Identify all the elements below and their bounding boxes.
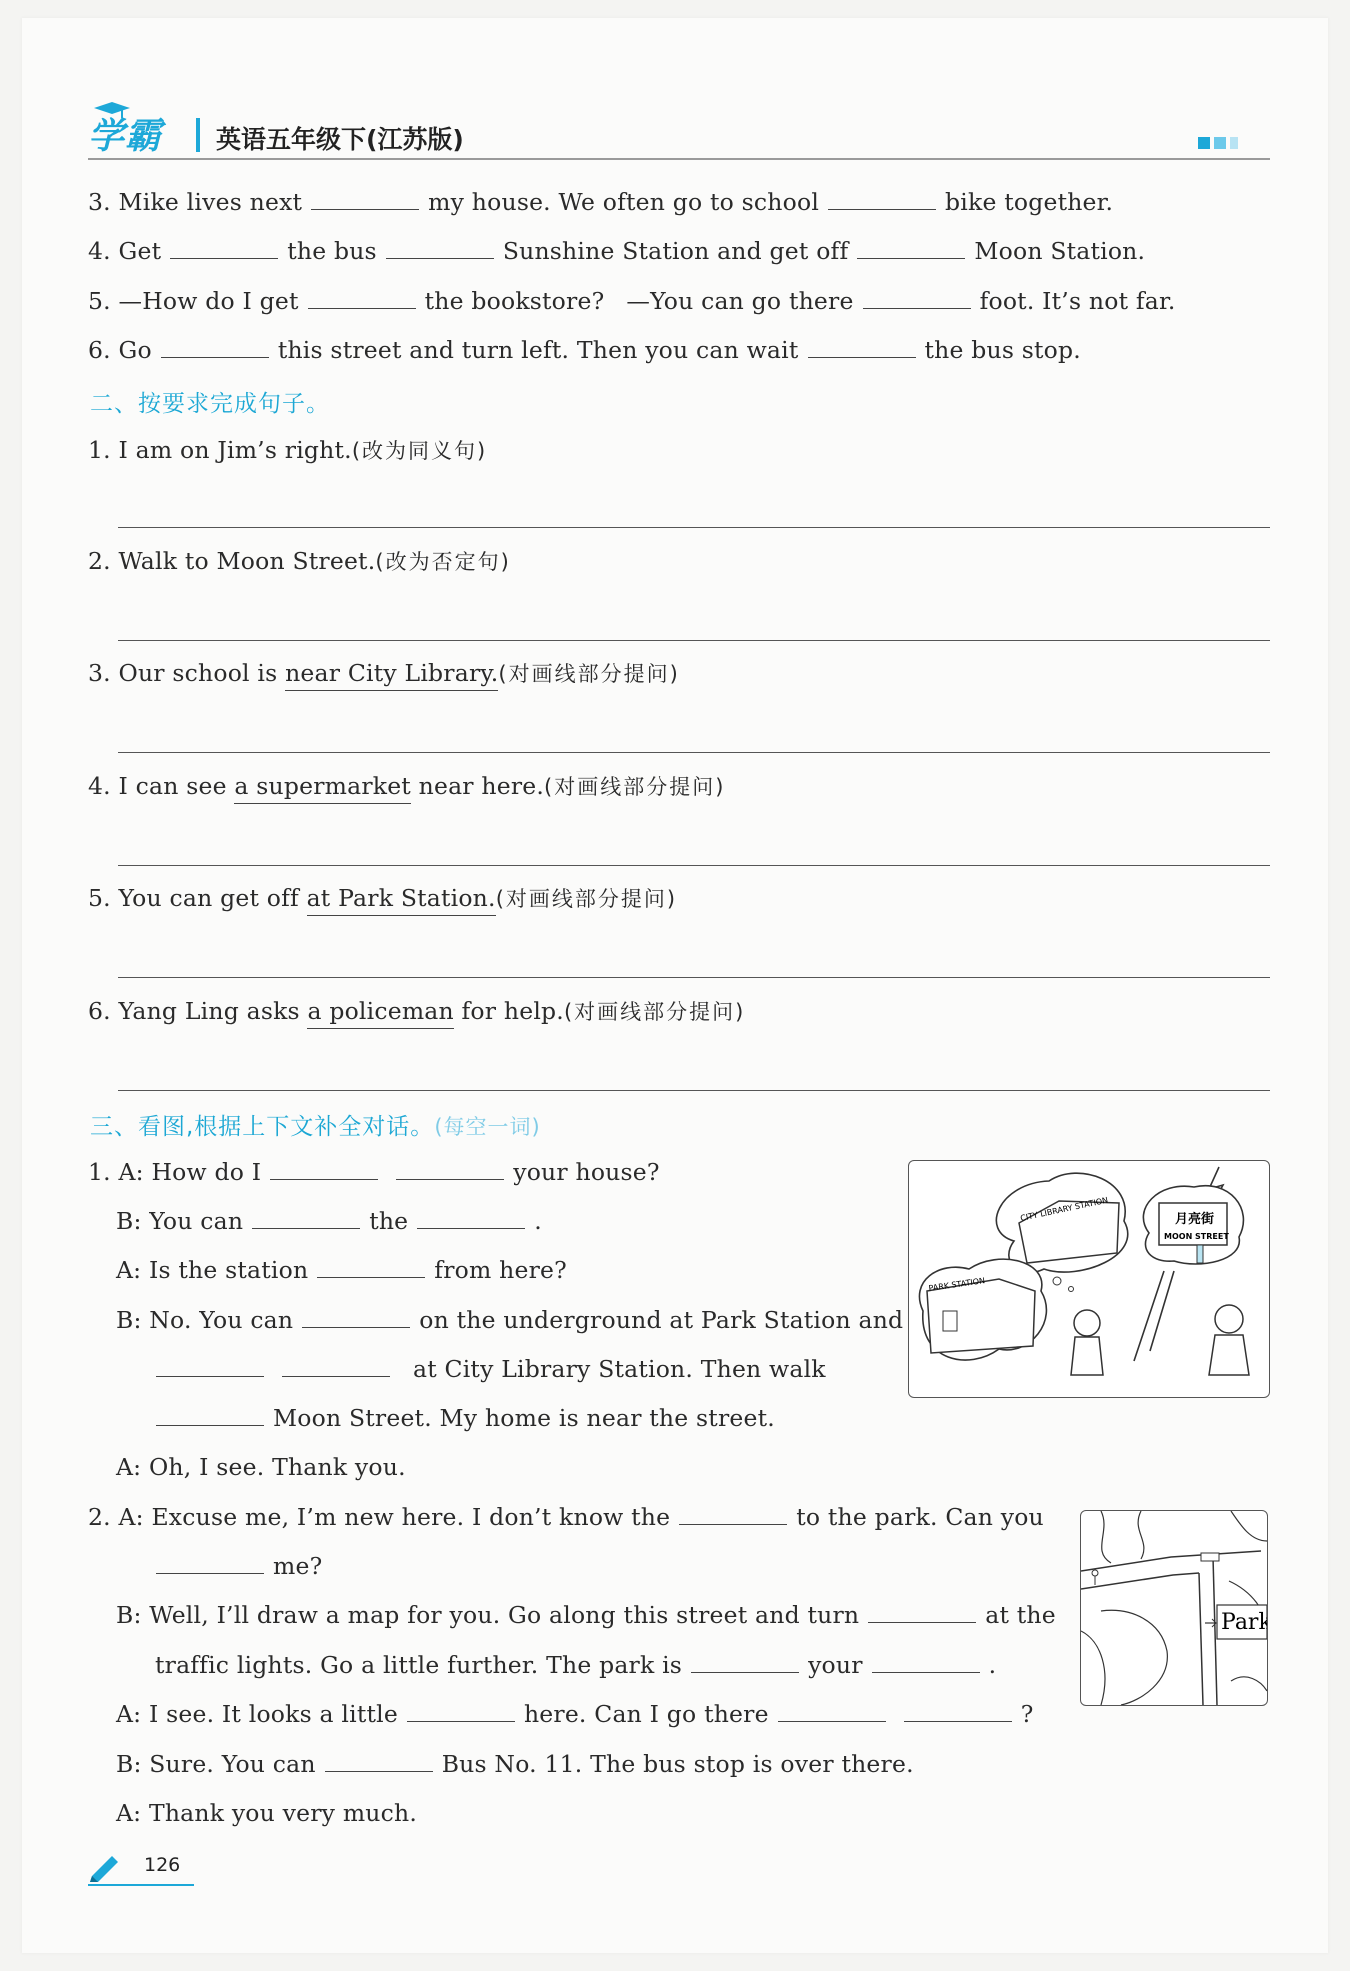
exercise-line: 4. Get the bus Sunshine Station and get off Moon Station. — [88, 237, 1146, 265]
dialogue-line: B: Sure. You can Bus No. 11. The bus stop is over there. — [116, 1750, 914, 1778]
answer-blank[interactable] — [407, 1720, 515, 1722]
exercise-line: 6. Go this street and turn left. Then you can wait the bus stop. — [88, 336, 1081, 364]
dialogue-illustration — [908, 1160, 1270, 1398]
book-title: 英语五年级下(江苏版) — [216, 125, 464, 154]
dialogue-line: A: Oh, I see. Thank you. — [116, 1453, 406, 1481]
exercise-line: 2. Walk to Moon Street.(改为否定句) — [88, 547, 511, 575]
page-header — [88, 108, 1270, 160]
page-number-underline — [88, 1884, 194, 1886]
dialogue-line: 1. A: How do I your house? — [88, 1158, 660, 1186]
exercise-line: 6. Yang Ling asks a policeman for help.(对画线部分提问) — [88, 996, 745, 1026]
exercise-line: 3. Mike lives next my house. We often go to school bike together. — [88, 188, 1114, 216]
answer-blank[interactable] — [302, 1326, 410, 1328]
dialogue-line: Moon Street. My home is near the street. — [148, 1404, 775, 1432]
answer-blank[interactable] — [808, 356, 916, 358]
section-title: 三、看图,根据上下文补全对话。(每空一词) — [90, 1114, 541, 1140]
answer-blank[interactable] — [156, 1375, 264, 1377]
exercise-line: 1. I am on Jim’s right.(改为同义句) — [88, 436, 488, 464]
answer-blank[interactable] — [161, 356, 269, 358]
underlined-part: near City Library. — [285, 659, 498, 691]
moon-street-sign-en: MOON STREET — [1164, 1232, 1229, 1241]
answer-blank[interactable] — [270, 1178, 378, 1180]
answer-line[interactable] — [118, 752, 1270, 753]
station-scene-drawing — [909, 1161, 1269, 1397]
moon-street-sign-cn: 月亮街 — [1175, 1212, 1215, 1227]
park-label: Park — [1221, 1610, 1267, 1635]
answer-line[interactable] — [118, 977, 1270, 978]
answer-blank[interactable] — [156, 1424, 264, 1426]
dialogue-line: B: Well, I’ll draw a map for you. Go along this street and turn at the — [116, 1601, 1056, 1629]
park-map — [1080, 1510, 1268, 1706]
page-number: 126 — [144, 1854, 181, 1876]
dialogue-line: B: No. You can on the underground at Park Station and — [116, 1306, 904, 1334]
dialogue-line: 2. A: Excuse me, I’m new here. I don’t know the to the park. Can you — [88, 1503, 1044, 1531]
answer-blank[interactable] — [778, 1720, 886, 1722]
answer-blank[interactable] — [863, 307, 971, 309]
answer-blank[interactable] — [317, 1276, 425, 1278]
answer-blank[interactable] — [872, 1671, 980, 1673]
exercise-line: 5. —How do I get the bookstore? —You can go there foot. It’s not far. — [88, 287, 1176, 315]
answer-blank[interactable] — [691, 1671, 799, 1673]
header-rule — [88, 158, 1270, 160]
exercise-line: 3. Our school is near City Library.(对画线部分提问) — [88, 658, 680, 688]
page-footer — [88, 1852, 196, 1886]
underlined-part: at Park Station. — [307, 884, 496, 916]
dialogue-line: A: Is the station from here? — [116, 1256, 567, 1284]
answer-blank[interactable] — [396, 1178, 504, 1180]
exercise-line: 5. You can get off at Park Station.(对画线部分提问) — [88, 883, 677, 913]
exercise-line: 4. I can see a supermarket near here.(对画线部分提问) — [88, 771, 725, 801]
answer-blank[interactable] — [308, 307, 416, 309]
underlined-part: a supermarket — [234, 772, 411, 804]
dialogue-line: A: I see. It looks a little here. Can I go there ? — [116, 1700, 1034, 1728]
answer-line[interactable] — [118, 1090, 1270, 1091]
answer-blank[interactable] — [679, 1523, 787, 1525]
answer-blank[interactable] — [904, 1720, 1012, 1722]
answer-blank[interactable] — [282, 1375, 390, 1377]
pencil-icon — [88, 1852, 122, 1882]
dialogue-line: B: You can the . — [116, 1207, 542, 1235]
park-station-sign: PARK STATION — [928, 1276, 986, 1293]
answer-blank[interactable] — [170, 257, 278, 259]
dialogue-line: at City Library Station. Then walk — [148, 1355, 826, 1383]
section-title: 二、按要求完成句子。 — [90, 391, 330, 417]
answer-blank[interactable] — [311, 208, 419, 210]
answer-line[interactable] — [118, 640, 1270, 641]
answer-blank[interactable] — [857, 257, 965, 259]
answer-blank[interactable] — [417, 1227, 525, 1229]
brand-logo: 学霸 — [88, 116, 163, 157]
underlined-part: a policeman — [307, 997, 453, 1029]
library-station-sign: CITY LIBRARY STATION — [1019, 1195, 1109, 1223]
dialogue-line: me? — [148, 1552, 322, 1580]
answer-blank[interactable] — [868, 1621, 976, 1623]
answer-blank[interactable] — [386, 257, 494, 259]
dialogue-line: A: Thank you very much. — [116, 1799, 418, 1827]
dialogue-line: traffic lights. Go a little further. The park is your . — [155, 1651, 997, 1679]
answer-blank[interactable] — [828, 208, 936, 210]
answer-line[interactable] — [118, 865, 1270, 866]
header-decoration — [1198, 134, 1252, 148]
answer-blank[interactable] — [156, 1572, 264, 1574]
answer-blank[interactable] — [252, 1227, 360, 1229]
answer-line[interactable] — [118, 527, 1270, 528]
street-map-drawing — [1081, 1511, 1267, 1705]
answer-blank[interactable] — [325, 1770, 433, 1772]
logo-divider — [196, 118, 200, 152]
